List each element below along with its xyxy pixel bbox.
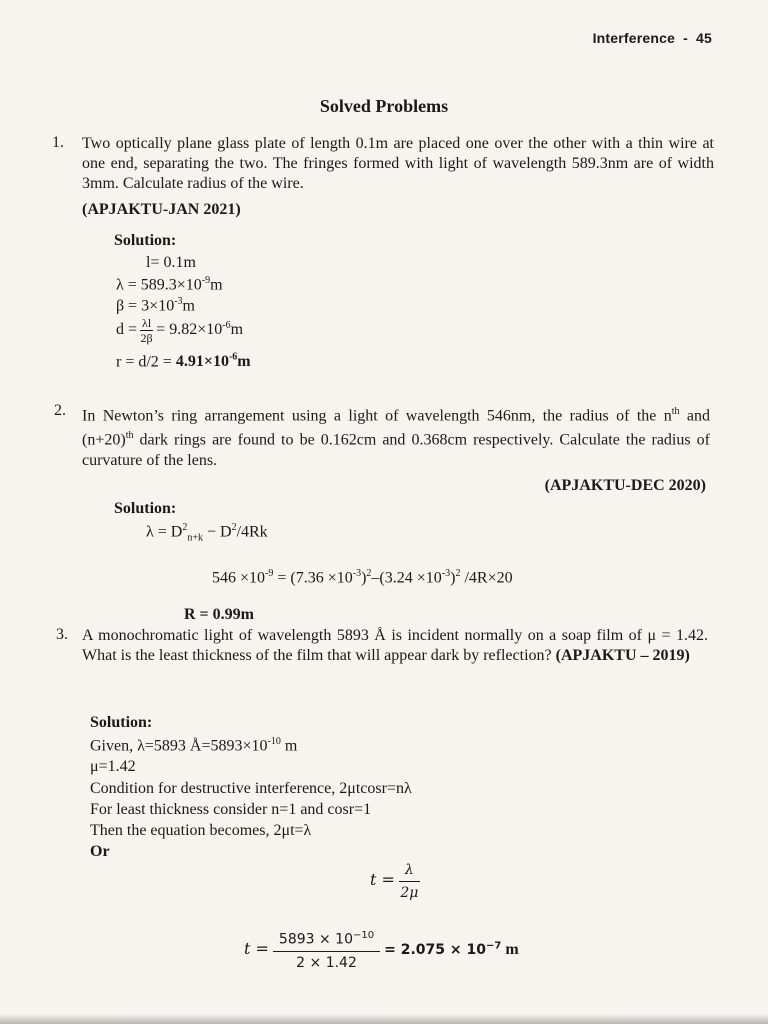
problem-1-number: 1. bbox=[52, 134, 64, 151]
problem-3-formula-t: t = $\frac{\lambda}{2\mu}$ bbox=[370, 862, 419, 901]
header-separator: - bbox=[683, 30, 689, 46]
problem-2-formula: $\lambda = D^2_{n+k} - D^2/4Rk$ bbox=[146, 522, 268, 544]
chapter-title: Interference bbox=[592, 30, 676, 46]
problem-2-solution-label: Solution: bbox=[114, 500, 177, 517]
problem-2-number: 2. bbox=[54, 402, 66, 419]
problem-3-equation: Then the equation becomes, 2μt=λ bbox=[90, 822, 312, 839]
problem-2-calculation: $546 \times 10^{-9} = (7.36 \times 10^{-3})^2-(3.24 \times 10^{-3})^2$ /4R×20 bbox=[212, 568, 513, 587]
running-header bbox=[593, 30, 712, 46]
problem-2-source: (APJAKTU-DEC 2020) bbox=[544, 477, 706, 494]
problem-2-text: In Newton’s ring arrangement using a light of wavelength 546nm, the radius of the $n^{th}$ and $(n+20)^{th}$ dark rings are found to be 0.162cm and 0.368cm respectively. Calculate the radius of curvature of the lens. bbox=[82, 406, 710, 469]
problem-3-least-thickness: For least thickness consider n=1 and cosr=1 bbox=[90, 801, 372, 818]
problem-3-text: A monochromatic light of wavelength 5893 Å is incident normally on a soap film of μ = 1.42. What is the least thickness of the film that will appear dark by reflection? (APJAKTU – 2019) bbox=[82, 627, 708, 664]
page-bottom-shadow bbox=[0, 1014, 768, 1024]
problem-1-diameter: d = $\frac{\lambda l}{2\beta}$ = $9.82\times 10^{-6}m$ bbox=[116, 316, 244, 345]
problem-2-result: R = 0.99m bbox=[184, 606, 254, 623]
problem-1-text: Two optically plane glass plate of length 0.1m are placed one over the other with a thin wire at one end, separating the two. The fringes formed with light of wavelength 589.3nm are of width 3mm. Calculate radius of the wire. bbox=[82, 135, 714, 192]
section-title: Solved Problems bbox=[319, 96, 449, 116]
problem-3-number: 3. bbox=[56, 626, 68, 643]
problem-3-calculation: t = $\frac{5893 \times 10^{-10}}{2 \times 1.42}$ = $2.075 \times 10^{-7}$ m bbox=[244, 930, 519, 971]
problem-1-solution-label: Solution: bbox=[114, 232, 177, 249]
problem-1-wavelength: $\lambda = 589.3\times 10^{-9}m$ bbox=[116, 275, 223, 294]
problem-3-condition: Condition for destructive interference, 2μtcosr=nλ bbox=[90, 780, 412, 797]
problem-3-solution-label: Solution: bbox=[90, 714, 153, 731]
problem-3-source: (APJAKTU – 2019) bbox=[555, 647, 690, 664]
problem-1-fringe-width: $\beta = 3\times 10^{-3}m$ bbox=[116, 296, 195, 315]
page-number: 45 bbox=[696, 30, 712, 46]
problem-1-radius: $r = d/2 = 4.91\times 10^{-6}m$ bbox=[116, 352, 251, 371]
problem-3-or: Or bbox=[90, 843, 110, 860]
problem-1-length: l= 0.1m bbox=[146, 254, 196, 271]
problem-3-given: Given, λ=5893 $Å=5893\times 10^{-10}$ m bbox=[90, 736, 298, 755]
problem-1-source: (APJAKTU-JAN 2021) bbox=[82, 201, 241, 218]
problem-3-refractive-index: μ=1.42 bbox=[90, 758, 136, 775]
